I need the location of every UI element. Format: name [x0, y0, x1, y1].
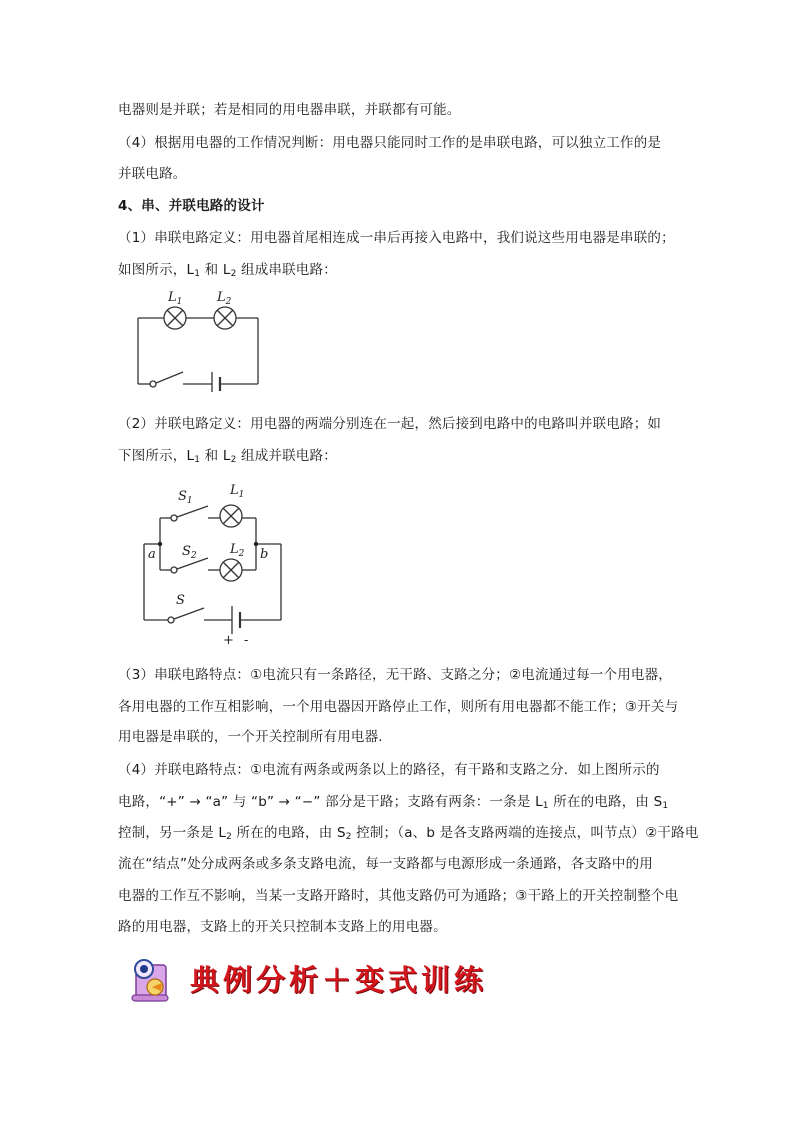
section-heading: 4、串、并联电路的设计 — [118, 198, 265, 214]
subscript: 1 — [194, 455, 201, 465]
subscript: 1 — [194, 269, 201, 279]
subscript: 1 — [662, 801, 669, 811]
paragraph-line: （2）并联电路定义：用电器的两端分别连在一起，然后接到电路中的电路叫并联电路；如 — [118, 416, 662, 432]
node-a-label: a — [148, 547, 156, 562]
subscript: 2 — [226, 832, 233, 842]
parallel-circuit-diagram — [138, 478, 288, 648]
text-run: 组成串联电路： — [236, 262, 337, 278]
node-b-dot — [254, 542, 258, 546]
series-circuit-diagram — [128, 282, 268, 392]
paragraph-line: 电器的工作互不影响，当某一支路开路时，其他支路仍可为通路；③干路上的开关控制整个电 — [118, 888, 679, 904]
paragraph-line: 并联电路。 — [118, 166, 187, 182]
paragraph-line: 各用电器的工作互相影响，一个用电器因开路停止工作，则所有用电器都不能工作；③开关与 — [118, 699, 679, 715]
paragraph-line: 流在“结点”处分成两条或多条支路电流，每一支路都与电源形成一条通路，各支路中的用 — [118, 856, 653, 872]
text-run: 和 L — [200, 262, 231, 278]
subscript: 2 — [345, 832, 352, 842]
paragraph-line: 用电器是串联的，一个开关控制所有用电器. — [118, 729, 383, 745]
scroll-mascot-icon — [128, 955, 180, 1005]
battery-minus-label: - — [244, 633, 249, 648]
lamp-l2-label: $L_2$ — [217, 290, 232, 307]
subscript: 2 — [230, 455, 237, 465]
banner-title: 典例分析＋变式训练 — [190, 963, 488, 997]
lamp-l1-label: $L_1$ — [230, 483, 245, 500]
lamp-l2-label: $L_2$ — [230, 542, 245, 559]
battery-plus-label: + — [223, 633, 234, 648]
subscript: 1 — [542, 801, 549, 811]
text-run: 下图所示，L — [118, 448, 195, 464]
paragraph-line: （3）串联电路特点：①电流只有一条路径，无干路、支路之分；②电流通过每一个用电器， — [118, 667, 672, 683]
text-run: 所在的电路，由 S — [232, 825, 346, 841]
text-run: 如图所示，L — [118, 262, 195, 278]
node-b-label: b — [260, 547, 269, 562]
paragraph-line — [118, 823, 699, 843]
paragraph-line — [118, 446, 337, 466]
switch-s1-label: $S_1$ — [178, 489, 193, 506]
text-run: 组成并联电路： — [236, 448, 337, 464]
paragraph-line: 路的用电器，支路上的开关只控制本支路上的用电器。 — [118, 919, 447, 935]
text-run: 所在的电路，由 S — [548, 794, 663, 810]
text-run: 和 L — [200, 448, 231, 464]
text-run: 电路，“+” → “a” 与 “b” → “−” 部分是干路；支路有两条：一条是 L — [118, 794, 543, 810]
paragraph-line: 电器则是并联；若是相同的用电器串联，并联都有可能。 — [118, 102, 461, 118]
switch-s2-label: $S_2$ — [182, 544, 197, 561]
text-run: 控制；（a、b 是各支路两端的连接点，叫节点）②干路电 — [351, 825, 699, 841]
text-run: 控制，另一条是 L — [118, 825, 227, 841]
switch-s-label: S — [176, 593, 185, 608]
subscript: 2 — [230, 269, 237, 279]
paragraph-line — [118, 792, 668, 812]
node-a-dot — [158, 542, 162, 546]
paragraph-line: （4）并联电路特点：①电流有两条或两条以上的路径，有干路和支路之分．如上图所示的 — [118, 762, 660, 778]
paragraph-line: （1）串联电路定义：用电器首尾相连成一串后再接入电路中，我们说这些用电器是串联的； — [118, 230, 675, 246]
paragraph-line — [118, 260, 337, 280]
paragraph-line: （4）根据用电器的工作情况判断：用电器只能同时工作的是串联电路，可以独立工作的是 — [118, 135, 662, 151]
lamp-l1-label: $L_1$ — [168, 290, 183, 307]
